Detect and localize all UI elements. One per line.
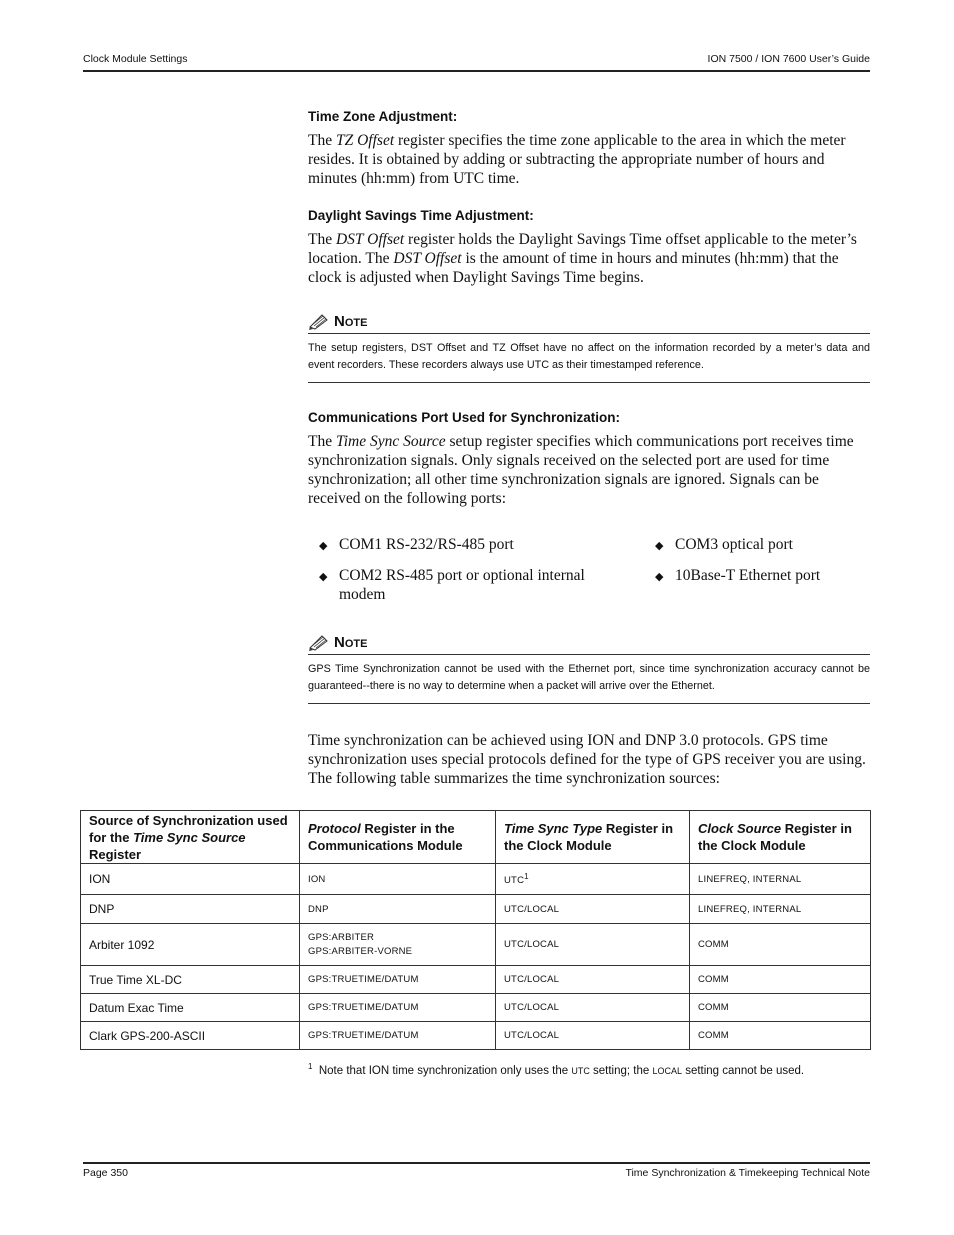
- table-cell: COMM: [690, 994, 871, 1022]
- section-communications: [308, 410, 870, 508]
- table-cell: ION: [81, 864, 300, 895]
- table-cell: ION: [300, 864, 496, 895]
- table-row: [81, 966, 871, 994]
- footer-rule: [83, 1162, 870, 1164]
- table-cell: UTC/LOCAL: [496, 924, 690, 966]
- sync-sources-table: [80, 810, 871, 1050]
- table-header-cell: Protocol Register in the Communications Module: [300, 811, 496, 864]
- paragraph-time-zone: The TZ Offset register specifies the time zone applicable to the area in which the meter resides. It is obtained by adding or subtracting the appropriate number of hours and minutes (hh:mm) from UTC time.: [308, 132, 846, 187]
- list-item: ◆ COM2 RS-485 port or optional internal modem: [319, 567, 585, 603]
- table-cell: UTC/LOCAL: [496, 966, 690, 994]
- heading-communications: Communications Port Used for Synchronization:: [308, 410, 621, 425]
- table-header-row: [81, 811, 871, 864]
- table-header-cell: Clock Source Register in the Clock Module: [690, 811, 871, 864]
- table-cell: LINEFREQ, INTERNAL: [690, 864, 871, 895]
- table-cell: Clark GPS-200-ASCII: [81, 1022, 300, 1050]
- paragraph-dst: The DST Offset register holds the Daylight Savings Time offset applicable to the meter’s location. The DST Offset is the amount of time in hours and minutes (hh:mm) that the clock is adjusted when Daylight Savings Time begins.: [308, 231, 857, 286]
- diamond-bullet-icon: ◆: [319, 540, 328, 552]
- table-cell: GPS:TRUETIME/DATUM: [300, 994, 496, 1022]
- table-cell: DNP: [81, 895, 300, 924]
- table-cell: UTC/LOCAL: [496, 1022, 690, 1050]
- table-row: [81, 1022, 871, 1050]
- table-cell: Arbiter 1092: [81, 924, 300, 966]
- table-row: [81, 924, 871, 966]
- page-number: Page 350: [83, 1167, 128, 1179]
- list-item: ◆ COM1 RS-232/RS-485 port: [319, 535, 619, 556]
- table-row: [81, 864, 871, 895]
- table-header-cell: Time Sync Type Register in the Clock Module: [496, 811, 690, 864]
- table-cell: Datum Exac Time: [81, 994, 300, 1022]
- table-cell: LINEFREQ, INTERNAL: [690, 895, 871, 924]
- heading-dst: Daylight Savings Time Adjustment:: [308, 208, 534, 223]
- table-cell: GPS:TRUETIME/DATUM: [300, 966, 496, 994]
- table-cell: UTC/LOCAL: [496, 994, 690, 1022]
- paragraph-communications: The Time Sync Source setup register specifies which communications port receives time synchronization signals. Only signals received on the selected port are used for time synchronization; all other time synchronization signals are ignored. Signals can be received on the following ports:: [308, 433, 854, 507]
- note-box-2: [308, 633, 870, 704]
- running-header-left: Clock Module Settings: [83, 53, 188, 65]
- table-cell: UTC/LOCAL: [496, 895, 690, 924]
- note-heading: NOTE: [308, 633, 870, 655]
- table-cell: GPS:TRUETIME/DATUM: [300, 1022, 496, 1050]
- heading-time-zone: Time Zone Adjustment:: [308, 109, 458, 124]
- table-cell: UTC$^1$: [496, 864, 690, 895]
- diamond-bullet-icon: ◆: [655, 540, 664, 552]
- table-header-cell: Source of Synchronization used for the Time Sync Source Register: [81, 811, 300, 864]
- diamond-bullet-icon: ◆: [319, 571, 328, 583]
- table-cell: True Time XL-DC: [81, 966, 300, 994]
- header-rule: [83, 70, 870, 72]
- running-header-right: ION 7500 / ION 7600 User’s Guide: [707, 53, 870, 65]
- note-text-1: The setup registers, DST Offset and TZ Offset have no affect on the information recorded by a meter’s data and event recorders. These recorders always use UTC as their timestamped reference.: [308, 340, 870, 383]
- list-item: ◆ COM3 optical port: [655, 535, 870, 556]
- note-pencil-icon: [308, 633, 330, 651]
- running-footer-right: Time Synchronization & Timekeeping Technical Note: [625, 1167, 870, 1179]
- table-row: [81, 994, 871, 1022]
- section-time-zone: [308, 109, 870, 188]
- diamond-bullet-icon: ◆: [655, 571, 664, 583]
- note-heading: NOTE: [308, 312, 870, 334]
- note-text-2: GPS Time Synchronization cannot be used with the Ethernet port, since time synchronization accuracy cannot be guaranteed--there is no way to determine when a packet will arrive over the Ethernet.: [308, 661, 870, 704]
- section-dst: [308, 208, 870, 287]
- list-item: ◆ 10Base-T Ethernet port: [655, 566, 870, 587]
- table-cell: COMM: [690, 966, 871, 994]
- note-box-1: [308, 312, 870, 383]
- table-row: [81, 895, 871, 924]
- footnote: $^1$ Note that ION time synchronization only uses the UTC setting; the LOCAL setting cannot be used.: [308, 1062, 805, 1077]
- table-cell: COMM: [690, 1022, 871, 1050]
- table-cell: COMM: [690, 924, 871, 966]
- table-cell: GPS:ARBITER GPS:ARBITER-VORNE: [300, 924, 496, 966]
- paragraph-summary: Time synchronization can be achieved using ION and DNP 3.0 protocols. GPS time synchronization uses special protocols defined for the type of GPS receiver you are using. The following table summarizes the time synchronization sources:: [308, 732, 866, 787]
- table-cell: DNP: [300, 895, 496, 924]
- note-pencil-icon: [308, 312, 330, 330]
